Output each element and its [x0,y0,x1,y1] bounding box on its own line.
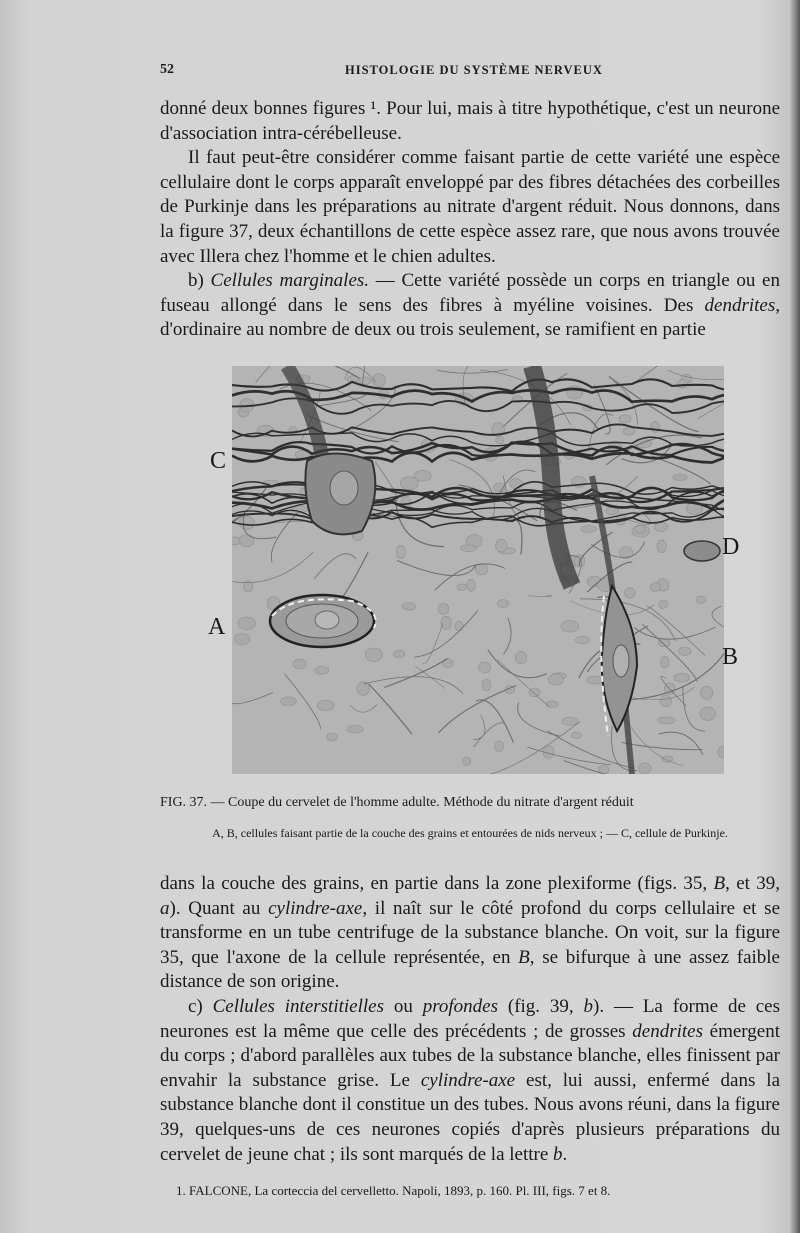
text-run: ou [383,995,423,1017]
granule-cell [658,717,676,724]
text-run: ). — La forme de ces neurones est la même que celle des précédents ; de grosses [160,995,780,1042]
granule-cell [659,600,668,608]
granule-cell [347,725,363,733]
granule-cell [650,583,661,592]
figure-label-b: B [722,644,739,670]
top-text-block [160,97,780,343]
text-run: émergent du corps ; d'abord parallèles aux tubes de la substance blanche, elles finissent par envahir la substance grise. Le [160,1020,780,1091]
granule-cell [701,686,713,699]
italic-term: b [583,995,594,1017]
granule-cell [515,651,526,663]
section-heading-marginal: Cellules marginales. [210,270,370,292]
text-run: , et 39, [725,873,780,894]
granule-cell [567,386,583,400]
text-run: (fig. 39, [498,995,584,1017]
page-edge-shadow [788,0,800,1233]
granule-cell [438,603,449,614]
granule-cell [357,682,370,696]
text-run: — Cette variété possède un corps en triangle ou en fuseau allongé dans le sens des fibres à myéline voisines. Des [160,270,780,316]
granule-cell [482,679,491,691]
granule-cell [455,621,463,631]
granule-cell [510,479,523,489]
granule-cell [547,701,558,708]
granule-cell [281,697,297,706]
granule-cell [625,588,636,598]
granule-cell [679,647,692,655]
granule-cell [562,717,578,725]
granule-cell [496,539,508,552]
granule-cell [674,674,690,682]
granule-cell [293,659,306,669]
italic-term: B [713,873,726,894]
text-run: d'ordinaire au nombre de deux ou trois seulement, se ramifient en partie [160,319,706,341]
text-run: dans la couche des grains, en partie dans la zone plexiforme (figs. 35, [160,873,714,894]
italic-term: cylindre-axe [420,1069,516,1091]
granule-cell [497,600,508,608]
granule-cell [496,437,504,444]
text-run: , il naît sur le côté profond du corps cellulaire et se transforme en un tube centrifuge de la substance blanche. On voit, sur la figure 35, que l'axone de la cellule représentée, en [160,897,780,968]
page-number: 52 [160,62,174,77]
granule-cell [619,415,631,423]
list-prefix: c) [188,995,213,1017]
italic-term: profondes [422,995,498,1017]
granule-cell [576,636,590,644]
granule-cell [461,545,477,552]
granule-cell [239,517,254,530]
granule-cell [677,380,687,388]
granule-cell [639,763,651,774]
cell-a-nucleus [315,611,339,629]
text-run: est, lui aussi, enfermé dans la substance blanche dont il constitue un des tubes. Nous avons réuni, dans la figure 39, quelques-uns de ces neurones copiés d'après plusieurs préparations du cervelet de jeune chat ; ils sont marqués de la lettre [160,1069,781,1165]
bottom-text-block [160,872,780,1167]
granule-cell [495,741,504,752]
granule-cell [234,634,249,645]
paragraph-interstitial-cells [160,995,780,1167]
granule-cell [457,584,467,591]
granule-cell [673,474,687,480]
paragraph-axon [160,872,780,995]
purkinje-cell-nucleus [330,471,358,505]
paragraph-2: Il faut peut-être considérer comme faisant partie de cette variété une espèce cellulaire dont le corps apparaît enveloppé par des fibres détachées des corbeilles de Purkinje dans les préparations au nitrate d'argent réduit. Nous donnons, dans la figure 37, deux échantillons de cette espèce assez rare, que nous avons trouvée avec Illera chez l'homme et le chien adultes. [160,147,780,267]
page-header [160,62,780,82]
granule-cell [479,662,491,673]
figure-caption-title: FIG. 37. — Coupe du cervelet de l'homme adulte. Méthode du nitrate d'argent réduit [160,795,634,810]
figure-illustration [232,366,724,774]
paragraph-marginal-cells [160,269,780,343]
granule-cell [402,603,415,611]
figure-label-c: C [210,448,227,474]
granule-cell [396,545,405,558]
figure-label-a: A [208,614,226,640]
granule-cell [572,732,582,738]
granule-cell [661,657,669,668]
granule-cell [365,648,382,662]
granule-cell [548,674,563,685]
granule-cell [441,616,451,629]
italic-term: dendrites [632,1020,703,1042]
paragraph-1: donné deux bonnes figures ¹. Pour lui, mais à titre hypothétique, c'est un neurone d'association intra-cérébelleuse. [160,98,780,144]
list-prefix: b) [188,270,211,292]
granule-cell [414,470,431,481]
granule-cell [660,696,671,707]
text-run: . [562,1143,568,1165]
cell-d-body [684,541,720,561]
granule-cell [662,756,673,762]
granule-cell [327,733,338,741]
granule-cell [315,667,329,675]
granule-cell [239,535,254,547]
figure-caption-body: A, B, cellules faisant partie de la couche des grains et entourées de nids nerveux ; — C, cellule de Purkinje. [212,826,728,840]
text-run: , se bifurque à une assez faible distance de son origine. [160,946,780,993]
granule-cell [657,540,666,553]
granule-cell [655,523,668,532]
granule-cell [529,688,540,697]
granule-cell [635,526,645,533]
granule-cell [463,757,471,766]
granule-cell [696,596,706,603]
granule-cell [359,377,371,385]
italic-term: dendrites, [704,294,780,316]
granule-cell [623,427,635,435]
running-head: HISTOLOGIE DU SYSTÈME NERVEUX [345,63,603,77]
granule-cell [317,700,334,710]
granule-cell [238,617,256,630]
italic-term: cylindre-axe [268,897,363,919]
granule-cell [700,707,716,720]
text-run: ). Quant au [169,897,269,919]
italic-term: a [160,897,170,919]
figure-label-d: D [722,534,740,560]
cell-b-nucleus [613,645,629,677]
footnote: 1. FALCONE, La corteccia del cervelletto. Napoli, 1893, p. 160. Pl. III, figs. 7 et 8. [176,1183,611,1198]
section-heading-interstitial: Cellules interstitielles [212,995,384,1017]
granule-cell [581,526,596,533]
histology-figure [232,366,724,774]
granule-cell [467,579,476,591]
granule-cell [394,650,405,658]
italic-term: B [518,946,530,968]
granule-cell [561,621,579,633]
granule-cell [494,483,506,492]
italic-term: b [553,1143,563,1165]
